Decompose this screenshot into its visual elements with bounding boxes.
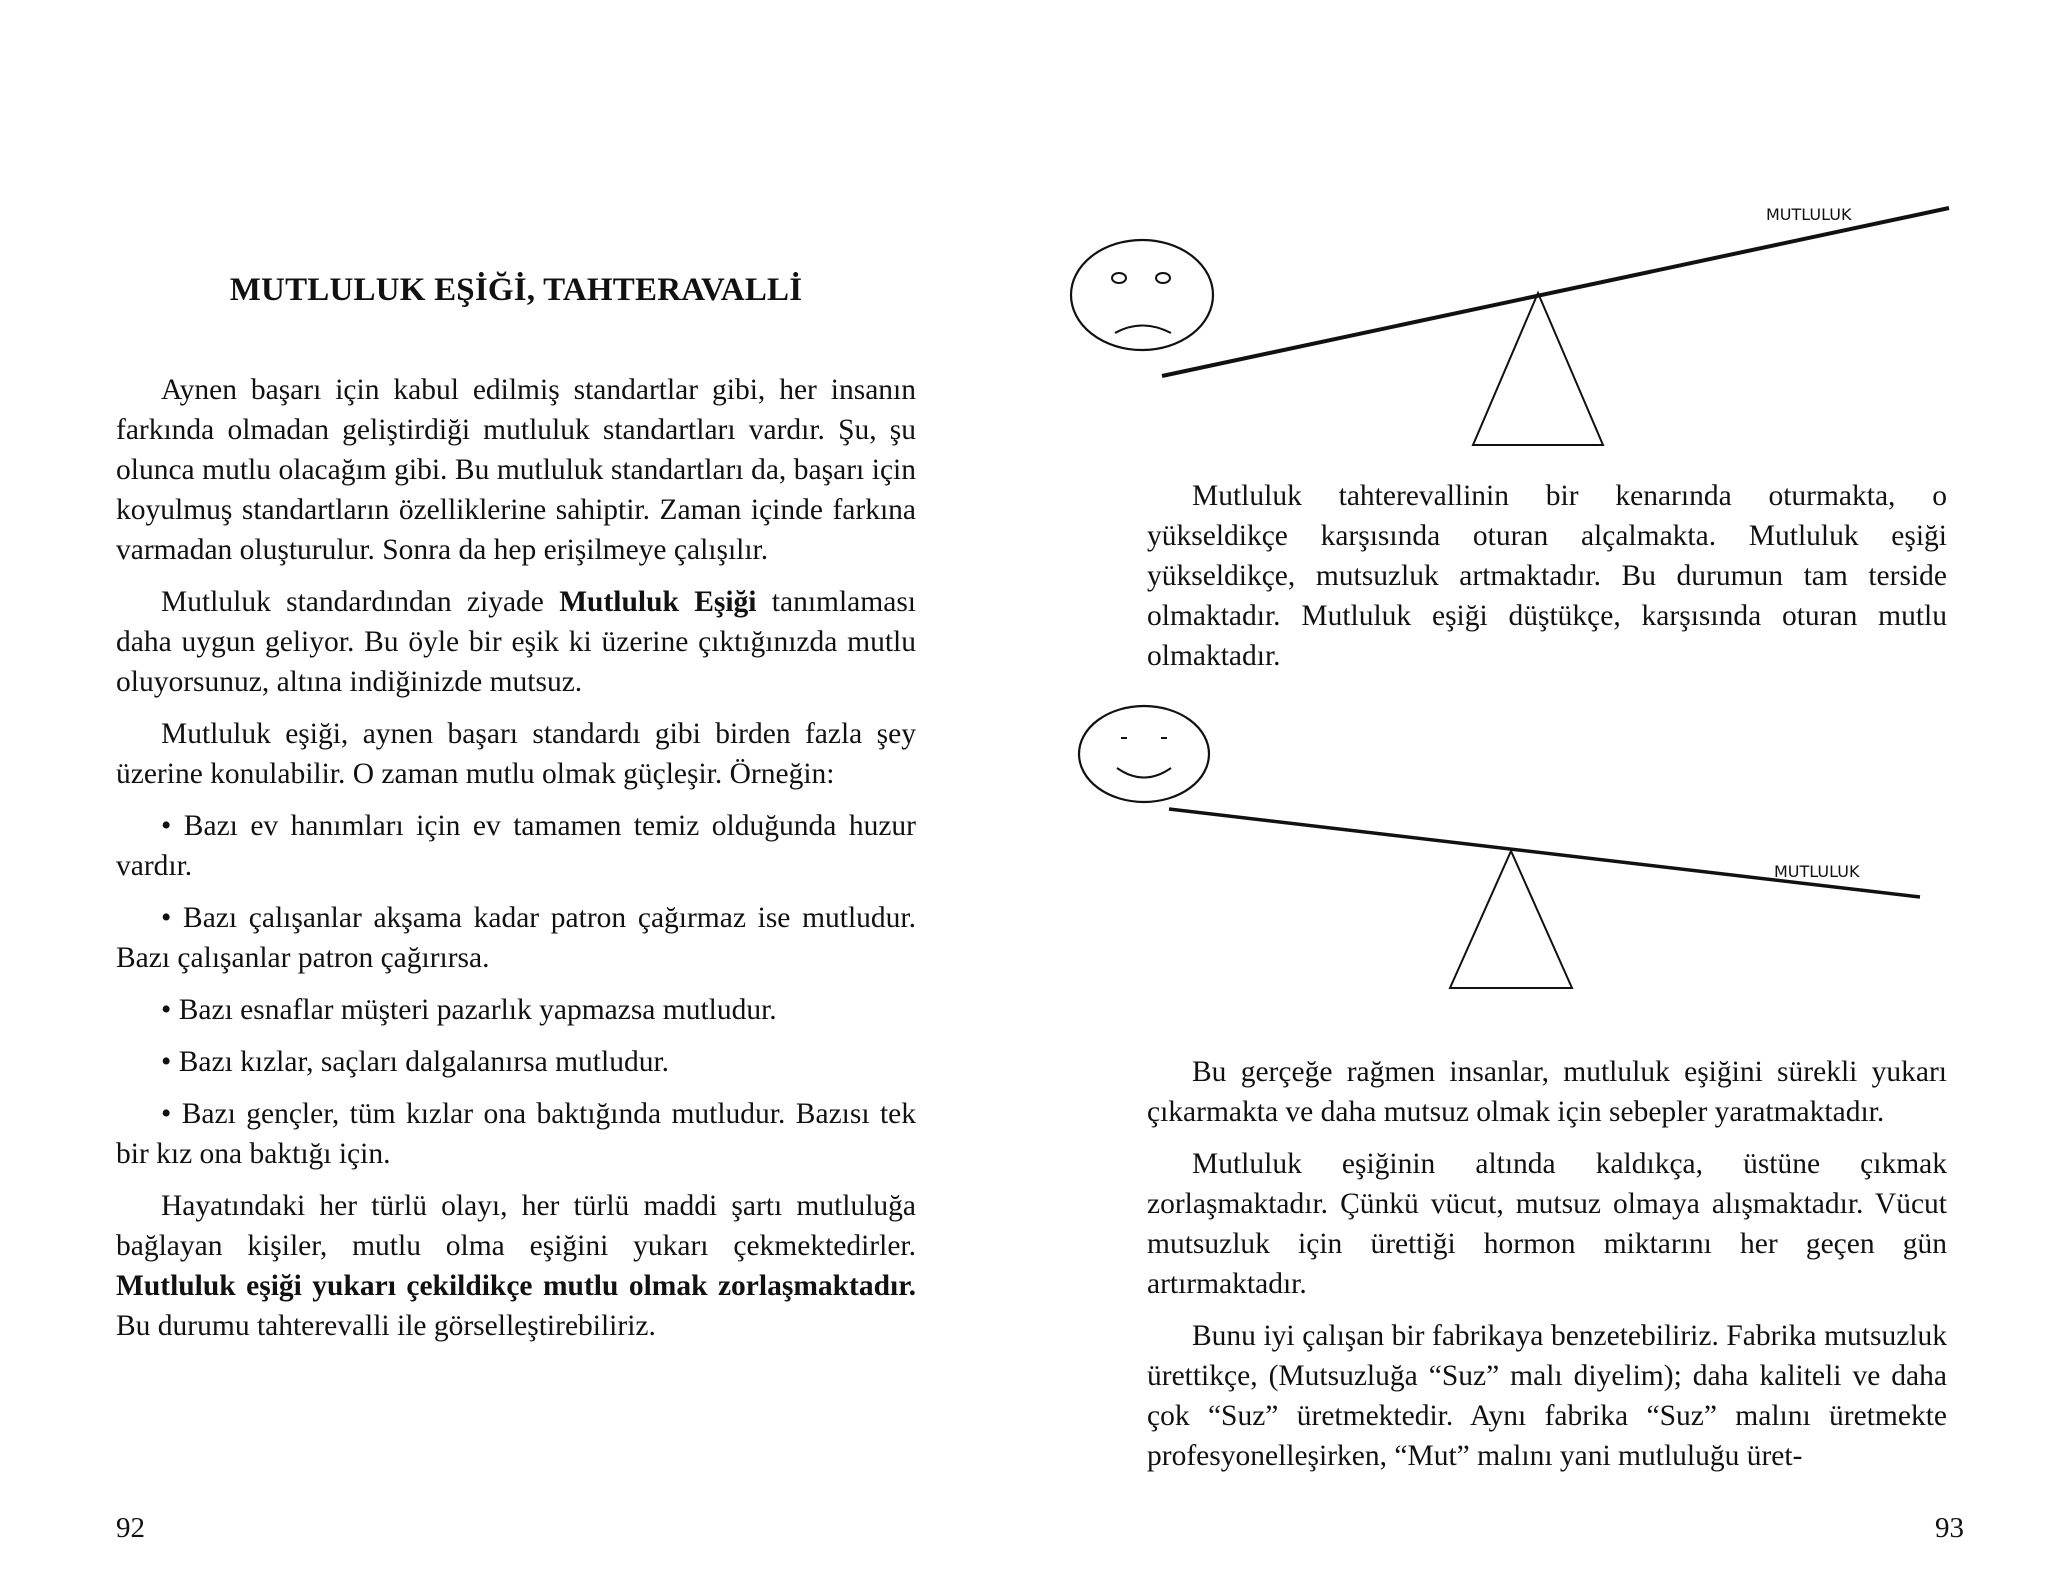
paragraph: Mutluluk eşiği, aynen başarı standardı gibi birden fazla şey üzerine konulabilir. O zaman mutlu olmak güçleşir. Örneğin: (116, 718, 916, 790)
paragraph-threshold-definition (116, 582, 916, 702)
right-body-text-top (1147, 476, 1947, 688)
eye-icon (1112, 273, 1126, 283)
page-number: 93 (1935, 1512, 1964, 1544)
paragraph: Aynen başarı için kabul edilmiş standartlar gibi, her insanın farkında olmadan geliştirdiği mutluluk standartları vardır. Şu, şu olunca mutlu olacağım gibi. Bu mutluluk standartları da, başarı için koyulmuş standartların özelliklerine sahiptir. Zaman içinde farkına varmadan oluşturulur. Sonra da hep erişilmeye çalışılır. (116, 374, 916, 566)
paragraph-closing (116, 1186, 916, 1346)
sad-face-icon (1071, 240, 1213, 350)
seesaw-plank (1169, 809, 1920, 897)
bold-term: Mutluluk Eşiği (559, 586, 757, 618)
seesaw-fulcrum (1450, 851, 1572, 988)
list-item: • Bazı ev hanımları için ev tamamen temiz olduğunda huzur vardır. (116, 810, 916, 882)
list-item: • Bazı çalışanlar akşama kadar patron çağırmaz ise mutludur. Bazı çalışanlar patron çağırırsa. (116, 902, 916, 974)
seesaw-happy-diagram (1079, 706, 1920, 988)
paragraph: Mutluluk eşiğinin altında kaldıkça, üstüne çıkmak zorlaşmaktadır. Çünkü vücut, mutsuz olmaya alışmaktadır. Vücut mutsuzluk için ürettiği hormon miktarını her geçen gün artırmaktadır. (1147, 1148, 1947, 1300)
text-run: tanımlaması daha uygun geliyor. Bu öyle bir eşik ki üzerine çıktığınızda mutlu oluyorsunuz, altına indiğinizde mutsuz. (116, 586, 916, 698)
text-run: Mutluluk standardından ziyade (161, 586, 560, 618)
diagram-label: MUTLULUK (1766, 205, 1852, 224)
bold-statement: Mutluluk eşiği yukarı çekildikçe mutlu olmak zorlaşmaktadır. (116, 1270, 916, 1302)
smiley-face-icon (1079, 706, 1209, 802)
seesaw-sad-diagram (1071, 205, 1949, 445)
eye-icon (1156, 273, 1170, 283)
list-item: • Bazı esnaflar müşteri pazarlık yapmazsa mutludur. (161, 994, 777, 1026)
chapter-title: MUTLULUK EŞİĞİ, TAHTERAVALLİ (229, 272, 803, 308)
page-number: 92 (116, 1512, 145, 1544)
paragraph: Mutluluk tahterevallinin bir kenarında oturmakta, o yükseldikçe karşısında oturan alçalmakta. Mutluluk eşiği yükseldikçe, mutsuzluk artmaktadır. Bu durumun tam terside olmaktadır. Mutluluk eşiği düştükçe, karşısında oturan mutlu olmaktadır. (1147, 480, 1947, 672)
seesaw-plank (1162, 208, 1949, 376)
diagram-label: MUTLULUK (1774, 862, 1860, 881)
paragraph: Bunu iyi çalışan bir fabrikaya benzetebiliriz. Fabrika mutsuzluk ürettikçe, (Mutsuzluğa “Suz” malı diyelim); daha kaliteli ve daha çok “Suz” üretmektedir. Aynı fabrika “Suz” malını üretmekte profesyonelleşirken, “Mut” malını yani mutluluğu üret- (1147, 1320, 1947, 1472)
text-run: Hayatındaki her türlü olayı, her türlü maddi şartı mutluluğa bağlayan kişiler, mutlu olma eşiğini yukarı çekmektedirler. (116, 1190, 916, 1262)
list-item: • Bazı kızlar, saçları dalgalanırsa mutludur. (161, 1046, 670, 1078)
frown-mouth-icon (1115, 326, 1171, 334)
right-body-text-bottom (1147, 1052, 1947, 1488)
smile-mouth-icon (1117, 768, 1171, 778)
right-page (1024, 0, 2048, 1593)
text-run: Bu durumu tahterevalli ile görselleştirebiliriz. (116, 1310, 656, 1342)
list-item: • Bazı gençler, tüm kızlar ona baktığında mutludur. Bazısı tek bir kız ona baktığı için. (116, 1098, 916, 1170)
seesaw-fulcrum (1473, 293, 1603, 445)
paragraph: Bu gerçeğe rağmen insanlar, mutluluk eşiğini sürekli yukarı çıkarmakta ve daha mutsuz olmak için sebepler yaratmaktadır. (1147, 1056, 1947, 1128)
left-body-text (116, 370, 916, 1358)
